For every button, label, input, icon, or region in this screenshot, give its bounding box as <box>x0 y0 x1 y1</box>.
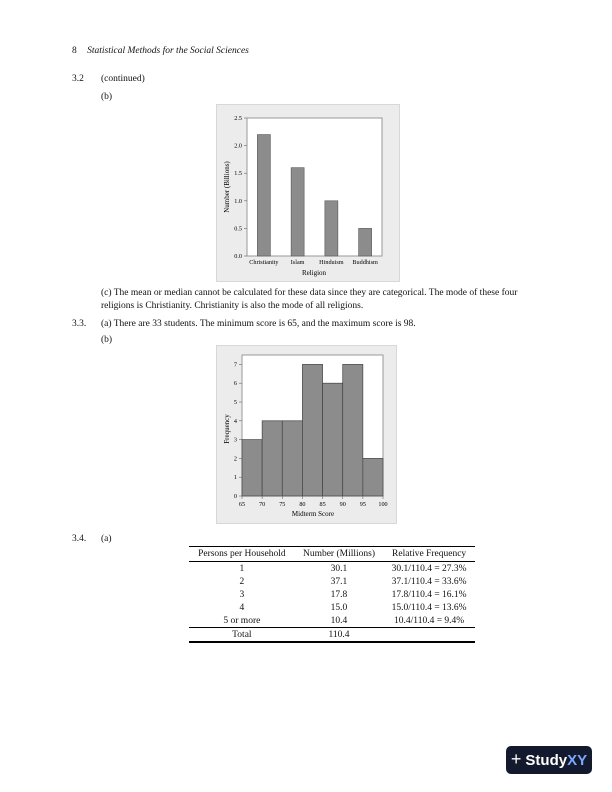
table-cell: 17.8 <box>330 589 348 600</box>
table-cell: 4 <box>239 602 245 613</box>
y-tick-label: 7 <box>233 361 237 369</box>
table-row <box>189 601 475 614</box>
table-row <box>189 614 475 628</box>
x-tick-label: 65 <box>238 501 246 508</box>
x-tick-label: 90 <box>339 501 346 508</box>
x-tick-label: Buddhism <box>352 259 378 266</box>
histogram-bar <box>302 364 322 496</box>
q33-part-a: (a) There are 33 students. The minimum score is 65, and the maximum score is 98. <box>101 319 416 329</box>
studyxy-logo <box>506 746 592 774</box>
q32-part-c: (c) The mean or median cannot be calculated for these data since they are categorical. The mode of these four religions is Christianity. Christianity is also the mode of all religions. <box>101 288 518 311</box>
bar <box>359 228 372 256</box>
column-header: Persons per Household <box>189 547 295 562</box>
q34-part-a: (a) <box>101 534 112 544</box>
table-cell: 17.8/110.4 = 16.1% <box>391 589 467 600</box>
logo-text: StudyXY <box>525 751 588 769</box>
y-tick-label: 2.0 <box>234 142 242 150</box>
histogram-bar <box>282 421 302 496</box>
histogram-bar <box>343 364 363 496</box>
table-total-row <box>189 628 475 643</box>
bar <box>257 135 270 256</box>
y-tick-label: 5 <box>233 399 237 406</box>
x-tick-label: Islam <box>290 259 305 266</box>
y-tick-label: 4 <box>233 417 237 425</box>
table-row <box>189 588 475 601</box>
y-tick-label: 6 <box>233 380 237 388</box>
y-tick-label: 0.0 <box>234 253 242 260</box>
table-cell: 10.4/110.4 = 9.4% <box>394 615 465 626</box>
histogram-bar <box>363 458 383 496</box>
y-tick-label: 0.5 <box>234 225 242 233</box>
table-row <box>189 562 475 576</box>
table-cell: 15.0/110.4 = 13.6% <box>391 602 467 613</box>
table-cell: 110.4 <box>295 628 384 643</box>
q33-part-b: (b) <box>101 335 113 345</box>
table-cell: 37.1 <box>330 576 348 587</box>
histogram-bar <box>323 383 343 496</box>
q32-part-b: (b) <box>101 92 113 102</box>
x-tick-label: 70 <box>259 501 266 508</box>
x-tick-label: 95 <box>359 501 366 508</box>
y-axis-label: Number (Billions) <box>223 161 231 213</box>
table-cell: 30.1 <box>330 563 348 574</box>
y-tick-label: 1 <box>233 474 237 482</box>
x-tick-label: 75 <box>279 501 286 508</box>
table-cell: 2 <box>239 576 245 587</box>
table-cell: 15.0 <box>330 602 348 613</box>
book-title: Statistical Methods for the Social Sciences <box>87 46 249 56</box>
q33-number: 3.3. <box>72 319 87 329</box>
x-axis-label: Religion <box>301 269 327 277</box>
household-frequency-table <box>189 546 475 643</box>
y-tick-label: 2.5 <box>234 115 242 122</box>
table-cell: 3 <box>239 589 245 600</box>
y-tick-label: 2 <box>233 455 237 463</box>
table-cell: 10.4 <box>330 615 348 626</box>
y-tick-label: 3 <box>233 436 237 444</box>
table-cell: 37.1/110.4 = 33.6% <box>391 576 467 587</box>
x-axis-label: Midterm Score <box>291 510 335 518</box>
page-number: 8 <box>72 46 77 56</box>
histogram-bar <box>242 440 262 496</box>
table-cell: Total <box>189 628 295 643</box>
y-tick-label: 1.0 <box>234 197 242 205</box>
x-tick-label: Hinduism <box>319 259 344 266</box>
table-cell <box>383 628 475 643</box>
column-header: Number (Millions) <box>295 547 384 562</box>
q32-number: 3.2 <box>72 74 84 84</box>
plus-icon: + <box>510 748 522 769</box>
x-tick-label: 85 <box>319 501 326 508</box>
table-cell: 30.1/110.4 = 27.3% <box>391 563 467 574</box>
running-head <box>72 46 249 56</box>
bar <box>291 168 304 256</box>
y-tick-label: 0 <box>233 493 237 500</box>
table-cell: 5 or more <box>223 615 261 626</box>
x-tick-label: 80 <box>299 501 306 508</box>
histogram-bar <box>262 421 282 496</box>
table-row <box>189 575 475 588</box>
column-header: Relative Frequency <box>383 547 475 562</box>
table-cell: 1 <box>239 563 245 574</box>
y-tick-label: 1.5 <box>234 170 242 178</box>
q34-number: 3.4. <box>72 534 87 544</box>
q32-continued: (continued) <box>101 74 145 84</box>
y-axis-label: Frequency <box>223 414 231 444</box>
midterm-histogram <box>216 345 395 522</box>
x-tick-label: 100 <box>378 501 388 508</box>
bar <box>325 201 338 256</box>
x-tick-label: Christianity <box>249 259 279 266</box>
table-header-row <box>189 547 475 562</box>
religion-bar-chart <box>216 104 398 280</box>
